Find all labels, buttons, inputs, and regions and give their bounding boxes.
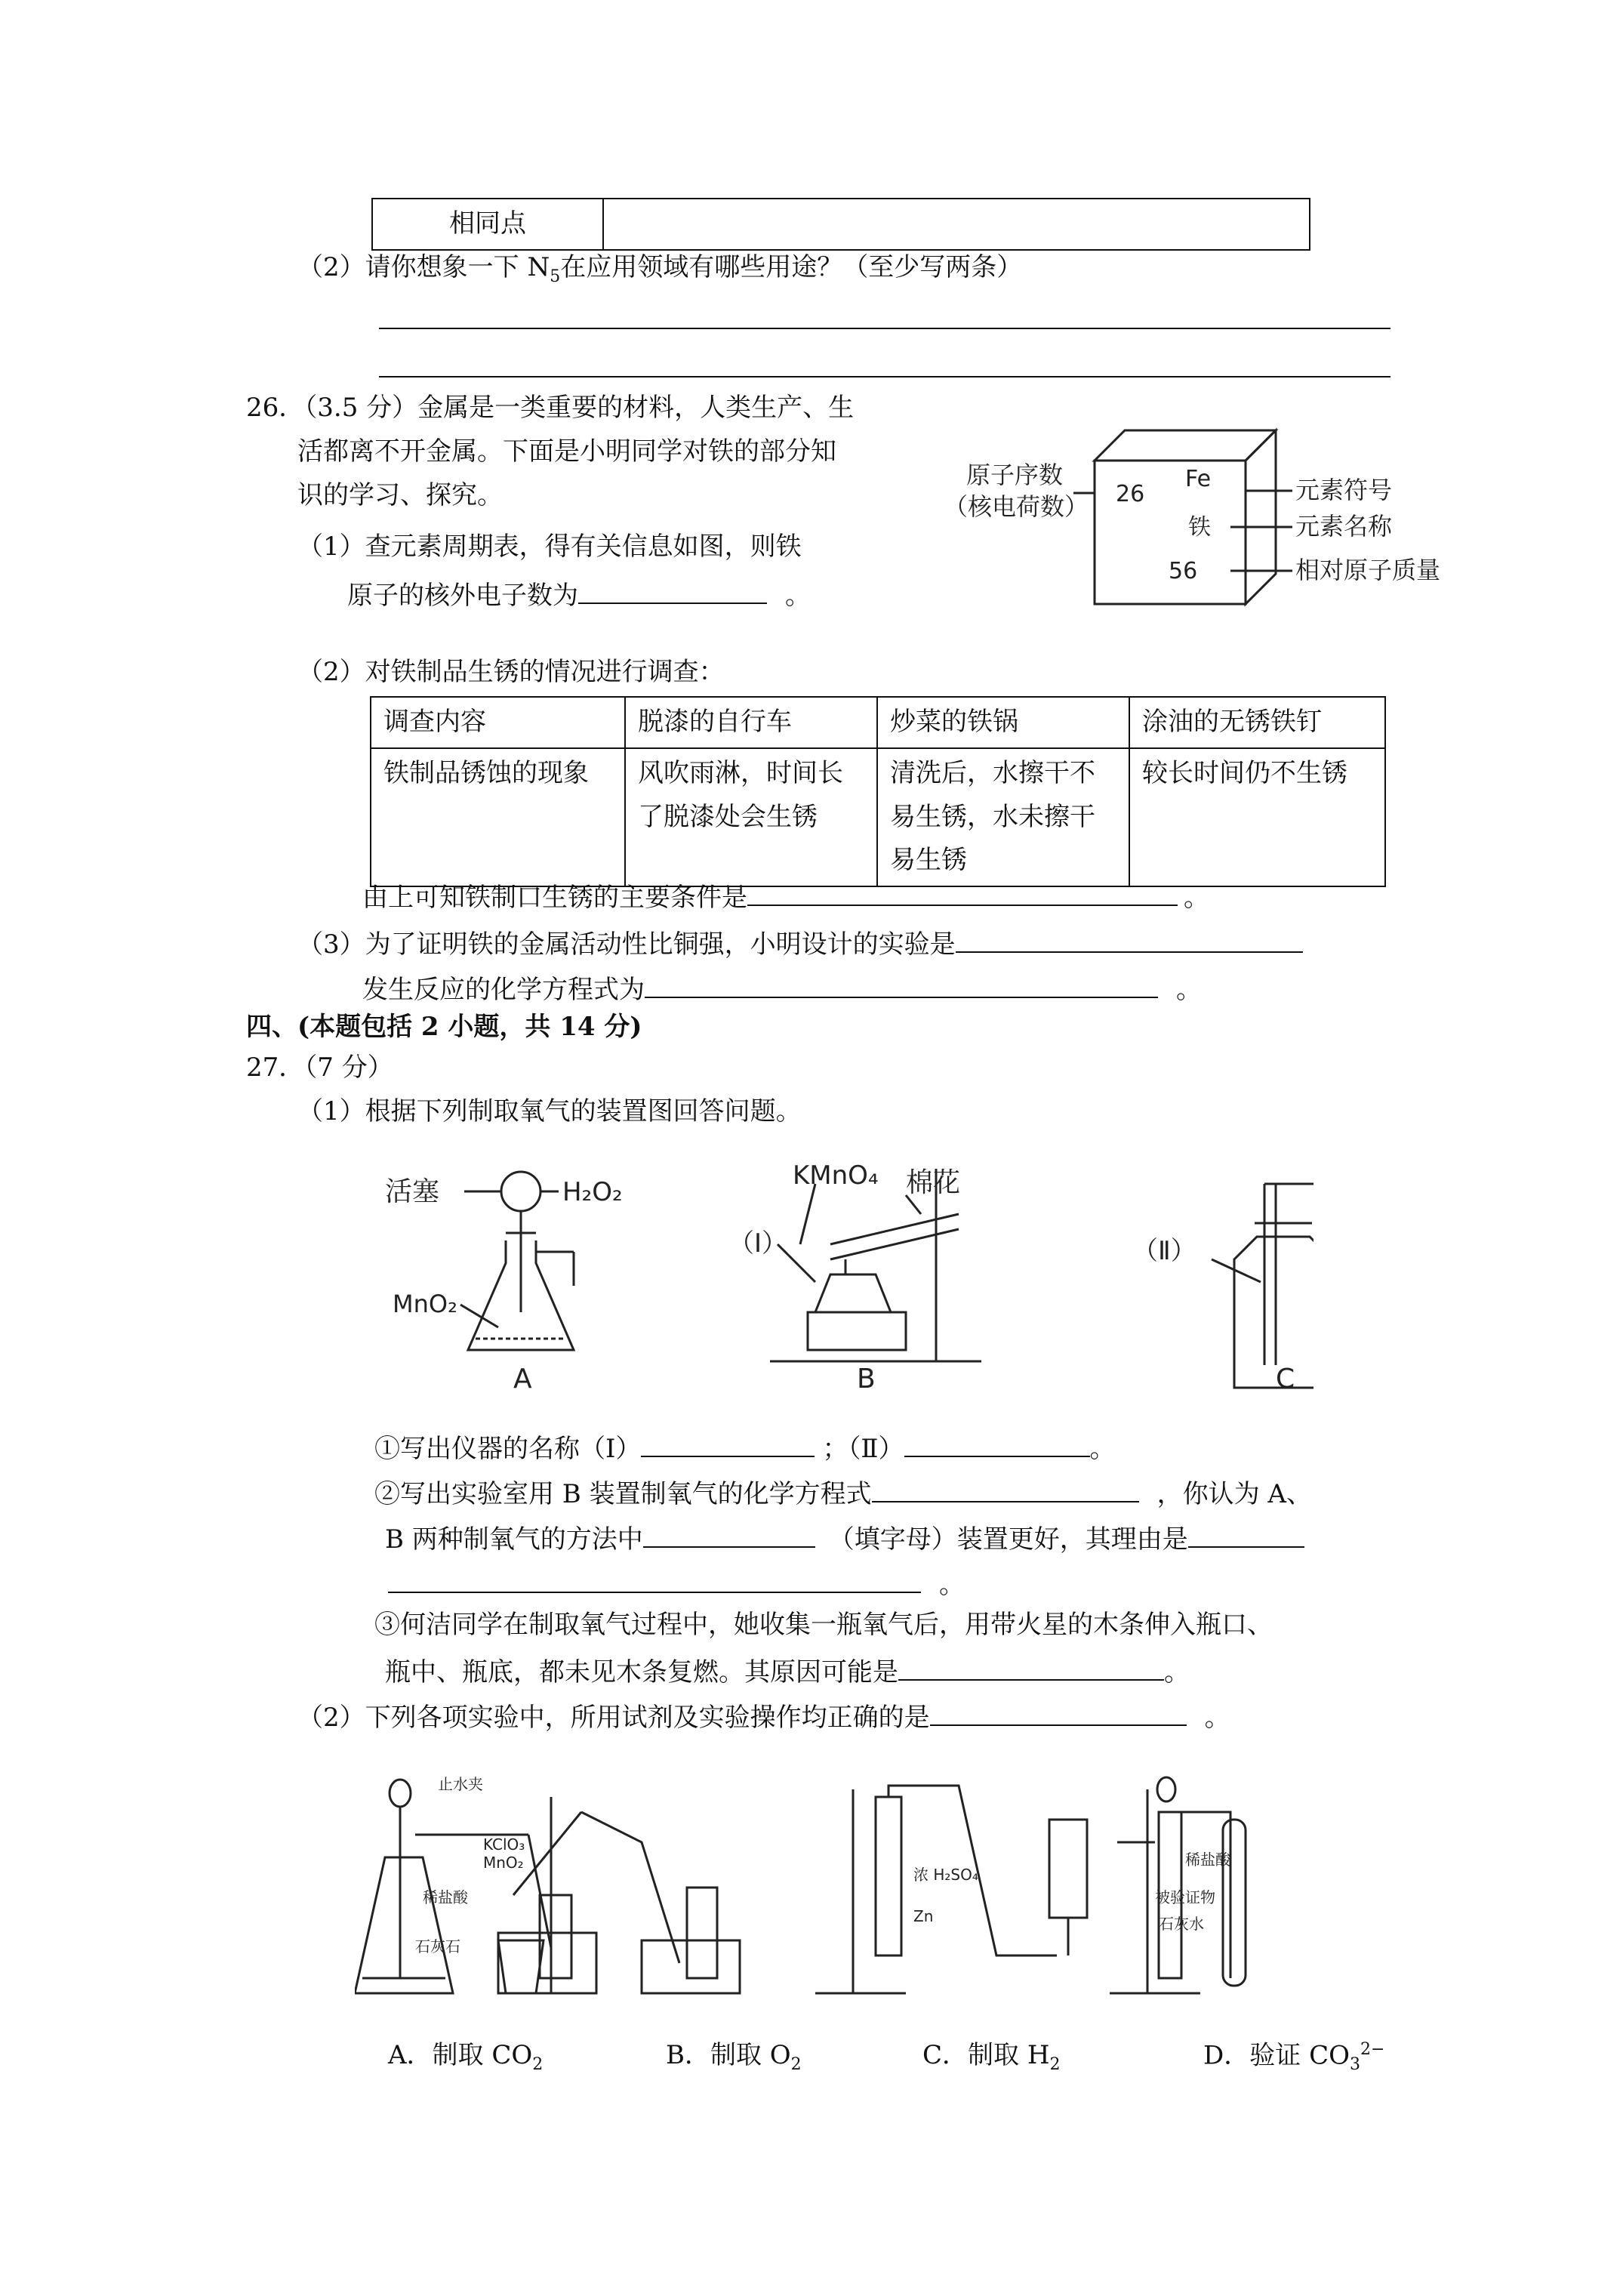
atomic-number-label: 原子序数 — [966, 461, 1064, 489]
nuclear-charge-label: （核电荷数） — [944, 492, 1089, 521]
instrument-i-blank[interactable] — [641, 1430, 815, 1457]
label-instrument-i: （I） — [728, 1228, 788, 1259]
option-d[interactable]: D．验证 $CO_3^{2-}$ — [1203, 2040, 1385, 2075]
label-h2so4: 浓 H₂SO₄ — [913, 1866, 978, 1884]
similarity-table — [371, 198, 1310, 251]
reason-blank-1[interactable] — [1188, 1521, 1304, 1548]
option-b[interactable]: B．制取 $O_2$ — [666, 2040, 802, 2074]
q26-part2-intro: （2）对铁制品生锈的情况进行调查： — [297, 657, 725, 687]
q26-part1-2: 原子的核外电子数为 。 — [347, 577, 811, 612]
q27-part1-intro: （1）根据下列制取氧气的装置图回答问题。 — [297, 1096, 802, 1126]
label-hcl-d: 稀盐酸 — [1185, 1851, 1230, 1869]
option-c[interactable]: C．制取 $H_2$ — [922, 2040, 1061, 2074]
section-4-heading: 四、(本题包括 2 小题，共 14 分) — [246, 1012, 642, 1042]
survey-cell-2: 清洗后，水擦干不易生锈，水未擦干易生锈 — [877, 748, 1129, 886]
q27-q2-line1: ②写出实验室用 B 装置制氧气的化学方程式 ，你认为 A、 — [374, 1475, 1312, 1510]
q27-q3-line2: 瓶中、瓶底，都未见木条复燃。其原因可能是 。 — [385, 1653, 1190, 1688]
q25-part2: （2）请你想象一下 $N_5$在应用领域有哪些用途？（至少写两条） — [297, 252, 1023, 286]
label-b: B — [857, 1364, 876, 1395]
oxygen-apparatus-diagram — [377, 1154, 1313, 1403]
similarity-label: 相同点 — [372, 199, 603, 250]
q26-intro-2: 活都离不开金属。下面是小明同学对铁的部分知 — [297, 436, 836, 467]
instrument-ii-blank[interactable] — [904, 1430, 1090, 1457]
label-zn: Zn — [913, 1907, 934, 1925]
correct-option-blank[interactable] — [930, 1699, 1187, 1726]
rust-survey-table — [370, 696, 1386, 887]
label-mno2-b: MnO₂ — [483, 1854, 524, 1872]
q26-part1-1: （1）查元素周期表，得有关信息如图，则铁 — [297, 532, 802, 562]
survey-header-3: 涂油的无锈铁钉 — [1129, 697, 1385, 748]
q26-intro-1: 26．（3.5 分）金属是一类重要的材料，人类生产、生 — [246, 393, 855, 423]
label-kmno4: KMnO₄ — [793, 1160, 879, 1191]
experiment-options-diagram — [355, 1767, 1412, 2008]
q26-part3-2: 发生反应的化学方程式为 。 — [362, 971, 1202, 1006]
reason-blank-2[interactable] — [388, 1566, 921, 1593]
label-cotton: 棉花 — [906, 1167, 961, 1198]
survey-header-2: 炒菜的铁锅 — [877, 697, 1129, 748]
q27-q3-line1: ③何洁同学在制取氧气过程中，她收集一瓶氧气后，用带火星的木条伸入瓶口、 — [374, 1610, 1273, 1640]
q27-q1: ①写出仪器的名称（I） ；（Ⅱ） 。 — [374, 1430, 1116, 1465]
atomic-mass: 56 — [1169, 558, 1198, 584]
equation-blank[interactable] — [645, 971, 1158, 998]
q27-title: 27．（7 分） — [246, 1052, 393, 1083]
survey-cell-3: 较长时间仍不生锈 — [1129, 748, 1385, 886]
option-a[interactable]: A．制取 $CO_2$ — [388, 2040, 544, 2074]
experiment-blank[interactable] — [956, 926, 1303, 953]
element-symbol: Fe — [1185, 466, 1212, 492]
label-sample: 被验证物 — [1155, 1888, 1215, 1906]
similarity-value — [603, 199, 1310, 250]
label-kclo3: KClO₃ — [483, 1835, 525, 1854]
q27-q2-line2: B 两种制氧气的方法中 （填字母）装置更好，其理由是 — [385, 1521, 1304, 1555]
answer-line-1[interactable] — [379, 328, 1390, 329]
better-apparatus-blank[interactable] — [643, 1521, 815, 1548]
label-c: C — [1276, 1364, 1295, 1395]
label-mno2-a: MnO₂ — [393, 1290, 457, 1318]
iron-element-card-diagram — [944, 423, 1487, 612]
rust-condition-blank[interactable] — [747, 879, 1178, 906]
q26-part2-conclusion: 由上可知铁制口生锈的主要条件是 。 — [362, 879, 1209, 914]
q26-intro-3: 识的学习、探究。 — [297, 480, 503, 510]
q27-q2-line3: 。 — [388, 1566, 965, 1601]
electron-count-blank[interactable] — [578, 577, 767, 604]
label-limestone: 石灰石 — [415, 1937, 460, 1955]
label-stopcock: 活塞 — [385, 1176, 440, 1207]
q26-part3-1: （3）为了证明铁的金属活动性比铜强，小明设计的实验是 — [297, 926, 1303, 960]
label-hcl-a: 稀盐酸 — [423, 1888, 468, 1906]
failure-reason-blank[interactable] — [898, 1653, 1164, 1681]
b-equation-blank[interactable] — [872, 1475, 1139, 1502]
answer-line-2[interactable] — [379, 376, 1390, 378]
survey-header-0: 调查内容 — [371, 697, 625, 748]
name-label: 元素名称 — [1295, 512, 1393, 541]
survey-header-1: 脱漆的自行车 — [625, 697, 877, 748]
label-a: A — [513, 1364, 532, 1395]
label-h2o2: H₂O₂ — [562, 1177, 623, 1207]
element-name: 铁 — [1188, 514, 1211, 541]
label-clip: 止水夹 — [438, 1775, 483, 1793]
label-instrument-ii: （Ⅱ） — [1132, 1236, 1196, 1266]
atomic-number: 26 — [1116, 481, 1145, 507]
survey-cell-1: 风吹雨淋，时间长了脱漆处会生锈 — [625, 748, 877, 886]
label-limewater: 石灰水 — [1159, 1915, 1204, 1933]
symbol-label: 元素符号 — [1295, 476, 1393, 504]
q27-part2-intro: （2）下列各项实验中，所用试剂及实验操作均正确的是 。 — [297, 1699, 1230, 1734]
mass-label: 相对原子质量 — [1295, 556, 1441, 584]
survey-cell-0: 铁制品锈蚀的现象 — [371, 748, 625, 886]
